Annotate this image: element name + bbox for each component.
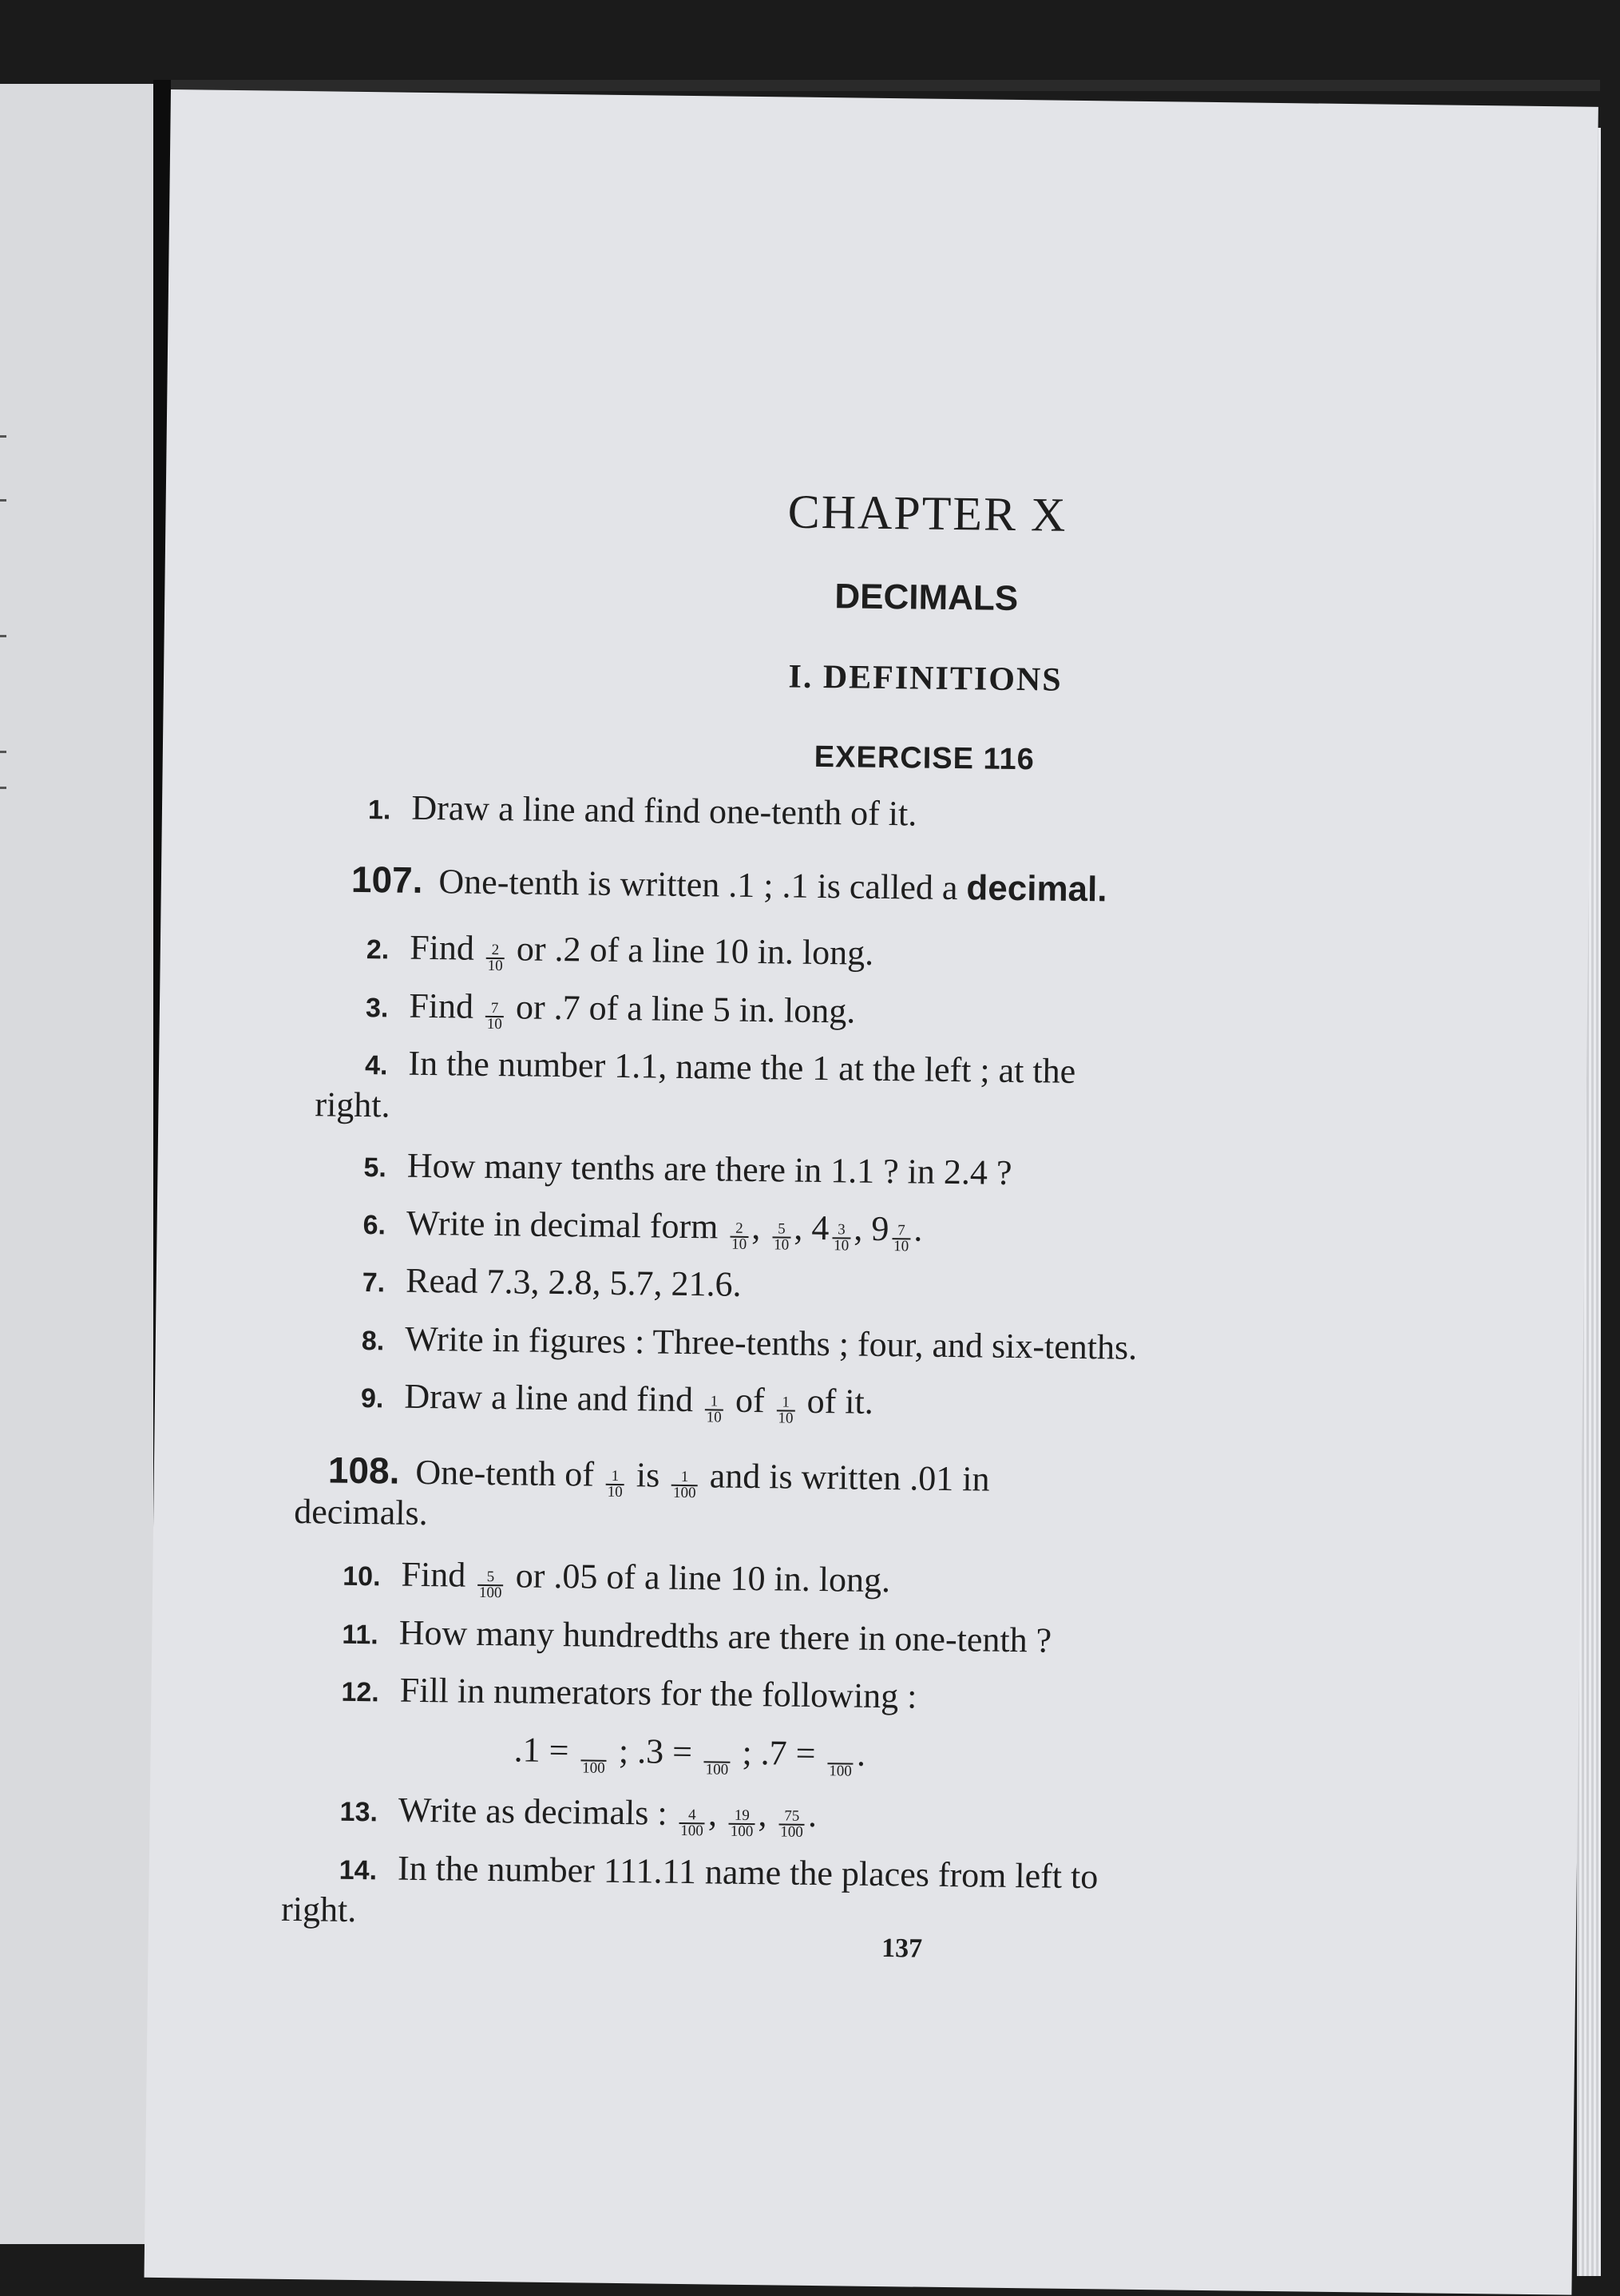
fraction: $\frac{1}{10}$ xyxy=(778,1394,794,1427)
page-mark xyxy=(0,787,6,789)
whole-number: 4 xyxy=(811,1207,830,1248)
whole-number: 9 xyxy=(871,1208,889,1249)
equation-left: .1 = xyxy=(513,1730,569,1771)
article-107 xyxy=(351,859,1107,911)
problem-text: Find xyxy=(409,985,474,1026)
article-number: 108. xyxy=(327,1449,400,1492)
article-108-continued: decimals. xyxy=(293,1492,428,1533)
problem-text: In the number 1.1, name the 1 at the left ; at the xyxy=(408,1043,1076,1091)
book-page xyxy=(145,89,1598,2295)
problem-text: Draw a line and find xyxy=(404,1376,694,1420)
page-mark xyxy=(0,435,6,438)
problem-text: of it. xyxy=(806,1381,874,1422)
problem-text: or .2 of a line 10 in. long. xyxy=(516,929,874,973)
problem-6: 6. Write in decimal form $\frac{2}{10}$ , $\frac{5}{10}$ , 4 $\frac{3}{10}$ , 9 $\frac{7}{10}$ . xyxy=(362,1203,923,1255)
problem-text: How many hundredths are there in one-tenth ? xyxy=(398,1612,1052,1660)
problem-number: 6. xyxy=(362,1210,386,1241)
fraction: $\frac{19}{100}$ xyxy=(730,1806,754,1840)
problem-7 xyxy=(362,1259,741,1308)
page-number: 137 xyxy=(881,1933,923,1964)
problem-number: 13. xyxy=(339,1796,378,1828)
fraction: $\frac{7}{10}$ xyxy=(486,999,502,1033)
fraction: $\frac{5}{10}$ xyxy=(774,1220,790,1254)
problem-number: 12. xyxy=(341,1676,379,1708)
problem-text: Find xyxy=(409,927,475,968)
fraction: $\frac{2}{10}$ xyxy=(731,1219,747,1253)
fraction: $\frac{2}{10}$ xyxy=(487,941,503,975)
problem-9 xyxy=(361,1375,873,1426)
problem-text: How many tenths are there in 1.1 ? in 2.4 ? xyxy=(406,1145,1012,1192)
separator: ; xyxy=(618,1731,629,1771)
page-mark xyxy=(0,751,6,753)
blank-fraction: 100 xyxy=(829,1763,852,1780)
problem-number: 9. xyxy=(360,1383,384,1414)
problem-number: 2. xyxy=(366,934,390,966)
problem-text: Draw a line and find one-tenth of it. xyxy=(411,787,917,834)
page-mark xyxy=(0,635,6,637)
fraction: $\frac{4}{100}$ xyxy=(680,1806,703,1840)
chapter-title: CHAPTER X xyxy=(787,485,1067,541)
problem-text: In the number 111.11 name the places from left to xyxy=(397,1848,1099,1897)
problem-3 xyxy=(366,985,856,1034)
problem-number: 10. xyxy=(343,1560,381,1592)
problem-5 xyxy=(363,1144,1012,1196)
problem-1 xyxy=(368,787,917,837)
problem-text: of xyxy=(735,1380,765,1421)
problem-14-continued: right. xyxy=(280,1889,357,1930)
page-top-shadow xyxy=(171,80,1600,91)
problem-text: or .7 of a line 5 in. long. xyxy=(515,987,856,1031)
facing-page xyxy=(0,84,153,2244)
problem-number: 1. xyxy=(367,795,391,826)
problem-4 xyxy=(365,1042,1076,1095)
problem-text: Read 7.3, 2.8, 5.7, 21.6. xyxy=(405,1260,742,1304)
problem-11 xyxy=(342,1612,1052,1664)
problem-2 xyxy=(366,926,874,977)
fraction: $\frac{7}{10}$ xyxy=(893,1222,909,1255)
fraction: $\frac{3}{10}$ xyxy=(834,1221,850,1255)
problem-text: or .05 of a line 10 in. long. xyxy=(515,1556,891,1600)
article-text: and is written .01 in xyxy=(709,1456,990,1499)
problem-text: Write as decimals : xyxy=(398,1790,667,1833)
numerator-equations: .1 = 100 ; .3 = 100 ; .7 = 100 . xyxy=(513,1730,866,1780)
problem-text: Write in decimal form xyxy=(406,1203,719,1247)
problem-text: Write in figures : Three-tenths ; four, and six-tenths. xyxy=(404,1319,1138,1367)
blank-fraction: 100 xyxy=(705,1761,729,1779)
problem-4-continued: right. xyxy=(315,1085,390,1125)
article-text: is xyxy=(636,1455,660,1495)
problem-number: 5. xyxy=(363,1152,387,1184)
problem-10 xyxy=(343,1553,890,1604)
problem-text: Fill in numerators for the following : xyxy=(399,1670,917,1716)
problem-number: 8. xyxy=(361,1326,385,1357)
problem-number: 4. xyxy=(364,1050,388,1081)
problem-13: 13. Write as decimals : $\frac{4}{100}$ , $\frac{19}{100}$ , $\frac{75}{100}$ . xyxy=(339,1790,818,1841)
section-title: DECIMALS xyxy=(834,577,1019,619)
equation-left: .3 = xyxy=(636,1731,693,1772)
problem-number: 3. xyxy=(365,993,389,1024)
problem-8 xyxy=(362,1318,1138,1371)
fraction: $\frac{1}{100}$ xyxy=(672,1468,696,1502)
problem-text: Find xyxy=(401,1554,466,1595)
problem-number: 14. xyxy=(339,1854,378,1886)
article-number: 107. xyxy=(351,858,423,901)
blank-fraction: 100 xyxy=(582,1759,605,1777)
exercise-title: EXERCISE 116 xyxy=(814,740,1036,777)
problem-14 xyxy=(339,1847,1098,1901)
problem-number: 7. xyxy=(362,1267,386,1299)
fraction: $\frac{75}{100}$ xyxy=(780,1807,803,1841)
fraction: $\frac{1}{10}$ xyxy=(706,1393,722,1426)
problem-12 xyxy=(341,1669,917,1720)
separator: ; xyxy=(742,1732,753,1773)
page-mark xyxy=(0,499,6,502)
problem-number: 11. xyxy=(342,1619,378,1651)
fraction: $\frac{5}{100}$ xyxy=(478,1568,502,1602)
fraction: $\frac{1}{10}$ xyxy=(607,1467,623,1501)
article-term: decimal. xyxy=(966,868,1107,910)
equation-left: .7 = xyxy=(760,1733,816,1774)
article-text: One-tenth is written .1 ; .1 is called a xyxy=(438,862,967,908)
subsection-title: I. DEFINITIONS xyxy=(788,658,1063,699)
article-text: One-tenth of xyxy=(415,1452,595,1494)
